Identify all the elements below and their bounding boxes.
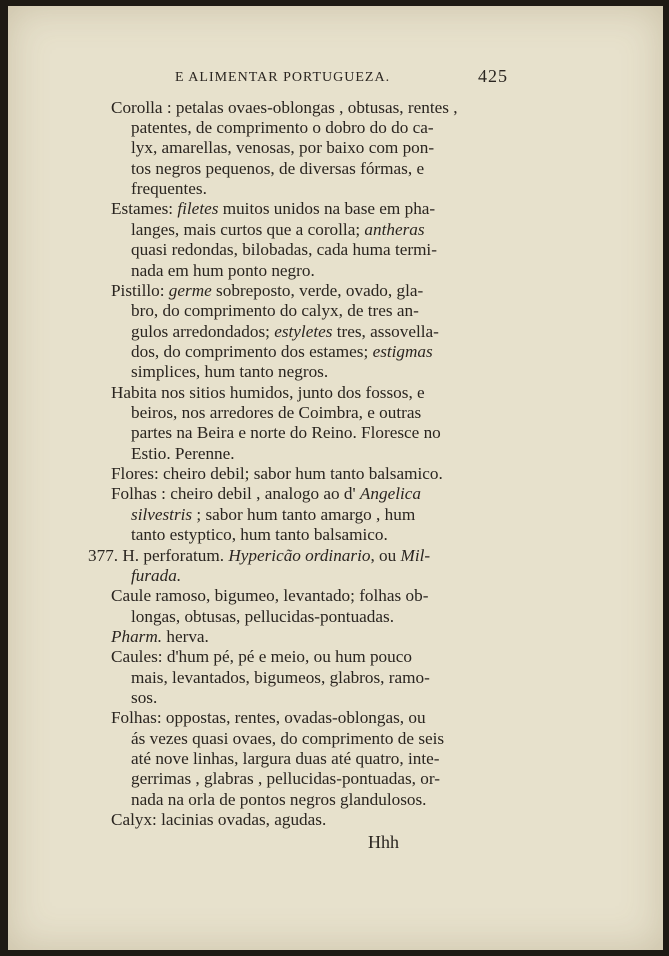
text-run: frequentes.	[131, 179, 207, 198]
text-line	[131, 668, 430, 688]
text-line	[111, 199, 435, 219]
text-run: , ou	[370, 546, 401, 565]
text-line	[111, 810, 326, 830]
text-line	[131, 301, 419, 321]
text-line	[131, 607, 394, 627]
text-line	[131, 261, 315, 281]
text-run: tres, assovella-	[332, 322, 439, 341]
text-run: herva.	[162, 627, 209, 646]
italic-term: Hypericão ordinario	[228, 546, 371, 565]
text-run: ás vezes quasi ovaes, do comprimento de seis	[131, 729, 445, 748]
text-run: simplices, hum tanto negros.	[131, 362, 329, 381]
text-line	[88, 546, 430, 566]
text-run: quasi redondas, bilobadas, cada huma termi-	[131, 240, 437, 259]
text-run: ; sabor hum tanto amargo , hum	[192, 505, 416, 524]
italic-term: Mil-	[400, 546, 431, 565]
text-run: Caule ramoso, bigumeo, levantado; folhas ob-	[111, 586, 429, 605]
text-run: Estames:	[111, 199, 178, 218]
text-line	[131, 749, 439, 769]
italic-term: furada.	[131, 566, 182, 585]
text-line	[131, 769, 440, 789]
text-line	[131, 240, 437, 260]
text-run: tos negros pequenos, de diversas fórmas, e	[131, 159, 425, 178]
text-line	[131, 444, 235, 464]
text-run: nada na orla de pontos negros glandulosos.	[131, 790, 427, 809]
text-run: sobreposto, verde, ovado, gla-	[211, 281, 424, 300]
italic-term: estigmas	[372, 342, 433, 361]
text-run: tanto estyptico, hum tanto balsamico.	[131, 525, 388, 544]
text-line	[111, 464, 443, 484]
text-run: nada em hum ponto negro.	[131, 261, 315, 280]
text-line	[131, 566, 181, 586]
text-run: Flores: cheiro debil; sabor hum tanto balsamico.	[111, 464, 443, 483]
text-run: 377. H. perforatum.	[88, 546, 229, 565]
page-number: 425	[478, 66, 508, 86]
text-run: Folhas: oppostas, rentes, ovadas-oblongas, ou	[111, 708, 426, 727]
italic-term: Angelica	[359, 484, 422, 503]
italic-term: Pharm.	[111, 627, 163, 646]
text-line	[131, 423, 441, 443]
signature-mark: Hhh	[368, 832, 399, 852]
text-line	[111, 281, 423, 301]
text-line	[131, 220, 425, 240]
italic-term: silvestris	[131, 505, 193, 524]
text-line	[131, 362, 328, 382]
text-run: Estio. Perenne.	[131, 444, 235, 463]
italic-term: germe	[168, 281, 212, 300]
running-title: E ALIMENTAR PORTUGUEZA.	[175, 70, 391, 85]
text-run: muitos unidos na base em pha-	[218, 199, 436, 218]
text-line	[111, 98, 458, 118]
text-line	[131, 159, 424, 179]
text-run: langes, mais curtos que a corolla;	[131, 220, 365, 239]
text-run: até nove linhas, largura duas até quatro, inte-	[131, 749, 440, 768]
text-line	[131, 505, 415, 525]
text-run: Habita nos sitios humidos, junto dos fossos, e	[111, 383, 425, 402]
text-line	[111, 627, 209, 647]
text-line	[111, 383, 425, 403]
text-run: Corolla : petalas ovaes-oblongas , obtusas, rentes ,	[111, 98, 458, 117]
text-run: longas, obtusas, pellucidas-pontuadas.	[131, 607, 395, 626]
text-line	[131, 403, 421, 423]
text-run: mais, levantados, bigumeos, glabros, ramo-	[131, 668, 430, 687]
text-run: gulos arredondados;	[131, 322, 275, 341]
text-line	[131, 118, 434, 138]
italic-term: antheras	[364, 220, 425, 239]
text-line	[131, 525, 388, 545]
text-line	[111, 708, 426, 728]
text-line	[131, 729, 444, 749]
text-run: sos.	[131, 688, 158, 707]
text-run: partes na Beira e norte do Reino. Floresce no	[131, 423, 441, 442]
text-run: Folhas : cheiro debil , analogo ao d'	[111, 484, 360, 503]
text-run: lyx, amarellas, venosas, por baixo com pon-	[131, 138, 435, 157]
text-line	[111, 586, 428, 606]
text-line	[131, 688, 157, 708]
italic-term: filetes	[177, 199, 219, 218]
italic-term: estyletes	[274, 322, 333, 341]
text-run: beiros, nos arredores de Coimbra, e outras	[131, 403, 422, 422]
text-run: Pistillo:	[111, 281, 169, 300]
text-run: bro, do comprimento do calyx, de tres an-	[131, 301, 419, 320]
text-run: dos, do comprimento dos estames;	[131, 342, 373, 361]
text-run: Caules: d'hum pé, pé e meio, ou hum pouco	[111, 647, 412, 666]
text-run: Calyx: lacinias ovadas, agudas.	[111, 810, 327, 829]
text-line	[131, 790, 426, 810]
text-line	[131, 138, 434, 158]
book-page	[8, 6, 663, 950]
text-line	[111, 484, 421, 504]
text-run: gerrimas , glabras , pellucidas-pontuadas, or-	[131, 769, 440, 788]
text-line	[131, 322, 439, 342]
text-line	[131, 342, 433, 362]
text-line	[111, 647, 412, 667]
text-run: patentes, de comprimento o dobro do do ca-	[131, 118, 434, 137]
text-line	[131, 179, 207, 199]
